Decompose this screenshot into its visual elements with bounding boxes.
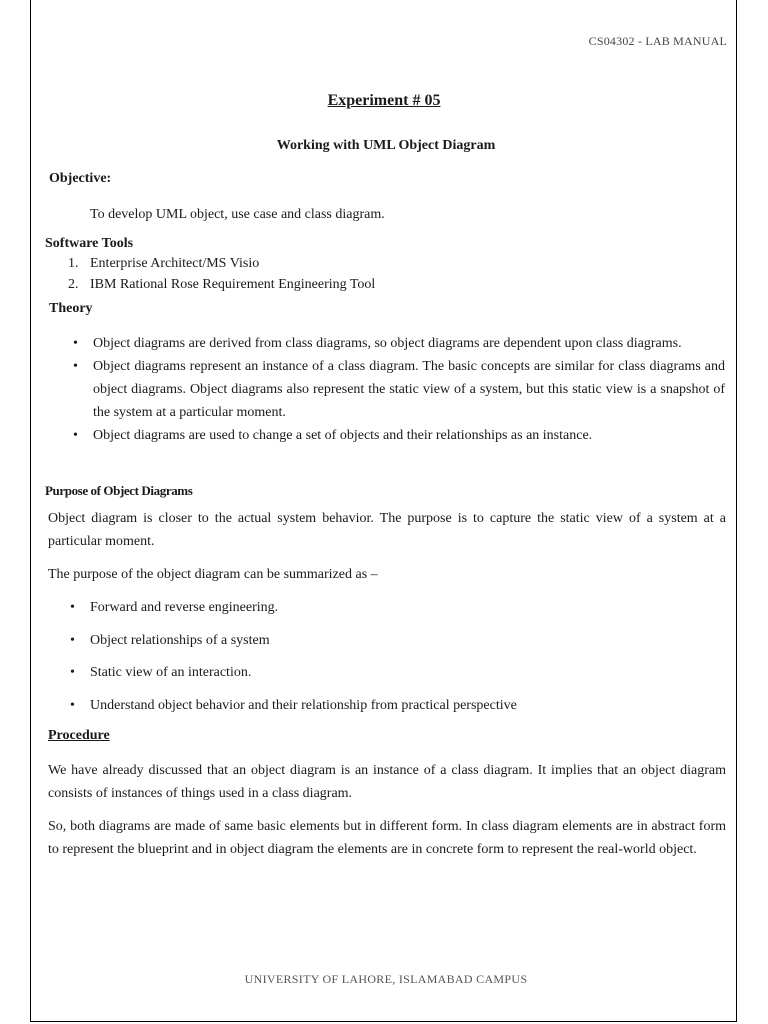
- purpose-summary-intro: The purpose of the object diagram can be summarized as –: [48, 567, 378, 582]
- purpose-list: [70, 596, 690, 726]
- list-item-text: Enterprise Architect/MS Visio: [90, 256, 260, 271]
- list-number: 1.: [68, 256, 79, 271]
- list-item: [73, 355, 725, 424]
- list-item-text: Object diagrams are used to change a set of objects and their relationships as an instance.: [93, 428, 593, 443]
- list-item: [45, 273, 445, 294]
- software-tools-heading: Software Tools: [45, 236, 134, 251]
- list-item: [73, 332, 725, 355]
- objective-text: To develop UML object, use case and class diagram.: [90, 207, 385, 222]
- list-item: [45, 252, 445, 273]
- list-item: [70, 596, 690, 629]
- course-reference-header: CS04302 - LAB MANUAL: [588, 34, 727, 48]
- list-item-text: Understand object behavior and their relationship from practical perspective: [90, 697, 517, 713]
- procedure-heading: Procedure: [48, 728, 110, 743]
- list-item-text: IBM Rational Rose Requirement Engineering Tool: [90, 277, 376, 292]
- list-item-text: Object diagrams represent an instance of a class diagram. The basic concepts are similar for class diagrams and object diagrams. Object diagrams also represent the static view of a system, but this static view is a snapshot of the system at a particular moment.: [93, 359, 725, 420]
- list-item-text: Object diagrams are derived from class diagrams, so object diagrams are dependent upon class diagrams.: [93, 336, 682, 351]
- bullet-icon: •: [70, 632, 75, 648]
- list-item-text: Forward and reverse engineering.: [90, 600, 279, 615]
- procedure-paragraph: So, both diagrams are made of same basic elements but in different form. In class diagram elements are in abstract form to represent the blueprint and in object diagram the elements are in concrete form to represent the real-world object.: [48, 819, 726, 857]
- list-item: [73, 424, 725, 447]
- bullet-icon: •: [70, 600, 75, 615]
- theory-heading: Theory: [49, 301, 93, 316]
- list-item: [70, 661, 690, 694]
- objective-heading: Objective:: [49, 171, 112, 186]
- bullet-icon: •: [73, 359, 78, 374]
- bullet-icon: •: [73, 428, 78, 443]
- experiment-subtitle: Working with UML Object Diagram: [276, 138, 496, 153]
- list-item-text: Static view of an interaction.: [90, 665, 252, 680]
- bullet-icon: •: [70, 665, 75, 680]
- list-number: 2.: [68, 277, 79, 292]
- theory-list: [73, 332, 725, 447]
- page-title: Experiment # 05: [327, 92, 441, 109]
- procedure-paragraph: We have already discussed that an object diagram is an instance of a class diagram. It implies that an object diagram consists of instances of things used in a class diagram.: [48, 763, 726, 801]
- page-footer: UNIVERSITY OF LAHORE, ISLAMABAD CAMPUS: [244, 972, 528, 986]
- purpose-heading: Purpose of Object Diagrams: [45, 483, 193, 498]
- software-tools-list: [45, 252, 445, 294]
- list-item: [70, 694, 690, 727]
- list-item-text: Object relationships of a system: [90, 632, 270, 648]
- list-item: [70, 629, 690, 662]
- bullet-icon: •: [73, 336, 78, 351]
- bullet-icon: •: [70, 697, 75, 713]
- purpose-paragraph: Object diagram is closer to the actual system behavior. The purpose is to capture the static view of a system at a particular moment.: [48, 511, 726, 549]
